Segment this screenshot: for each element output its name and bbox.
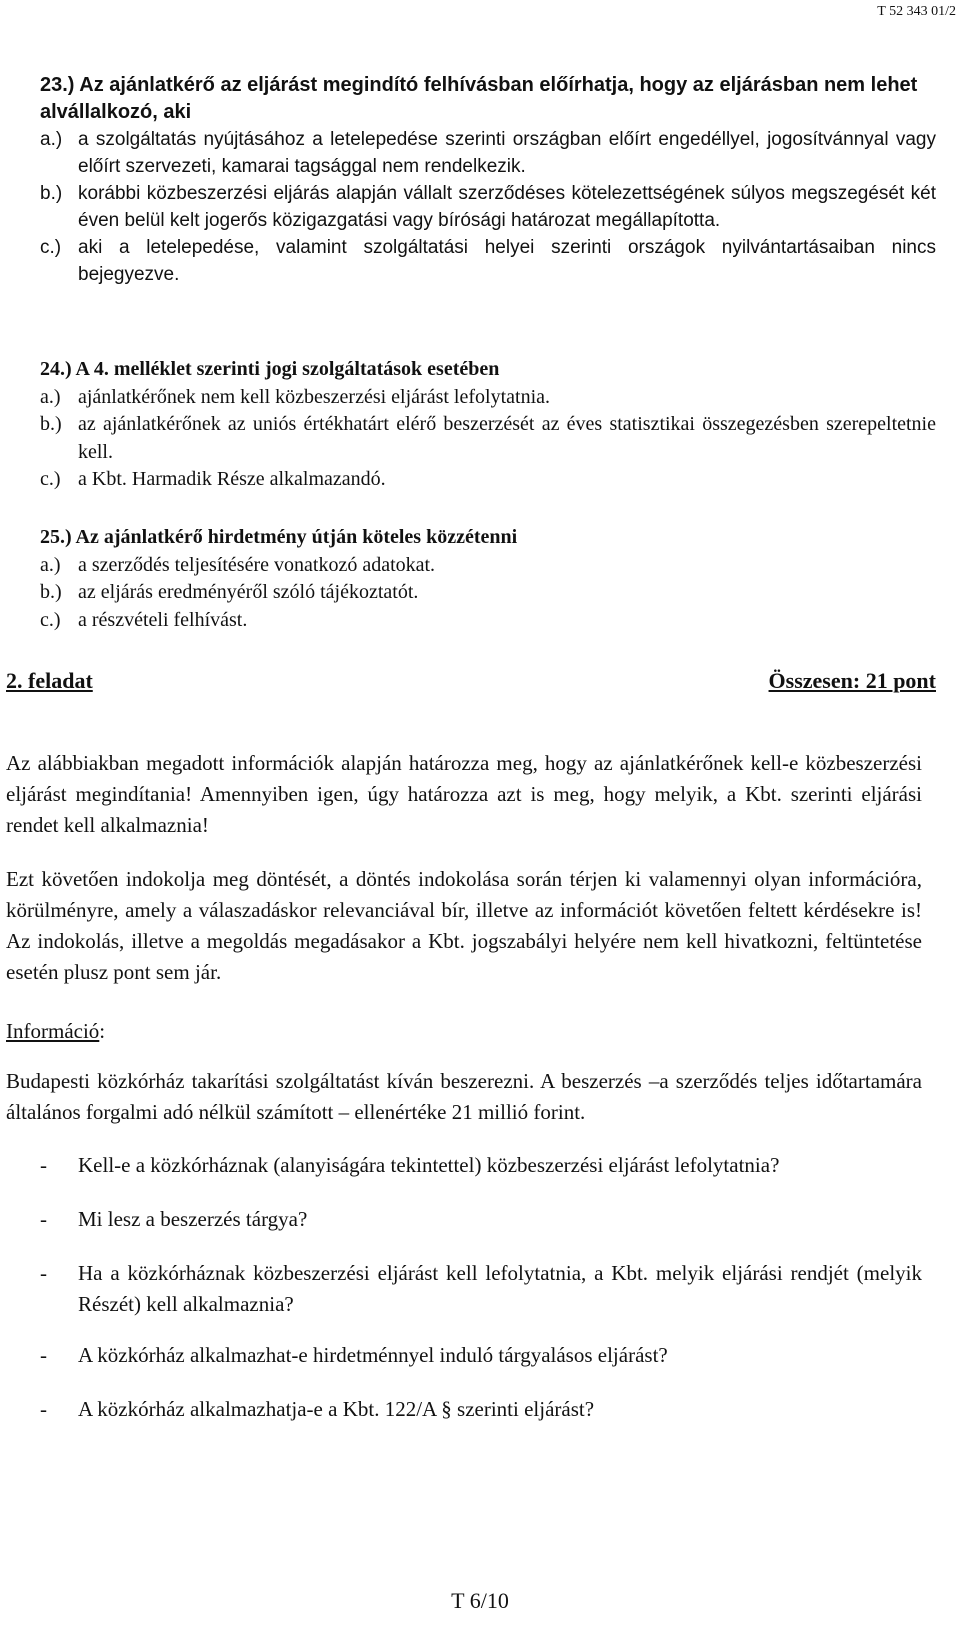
- option-label: b.): [40, 581, 62, 603]
- list-item: [6, 1150, 922, 1181]
- option-label: c.): [40, 237, 62, 258]
- option-label: b.): [40, 413, 62, 435]
- dash-bullet: -: [40, 1153, 47, 1177]
- question-23-option-c: [40, 234, 936, 288]
- question-23-option-a: [40, 126, 936, 180]
- question-25: [40, 524, 936, 634]
- option-label: a.): [40, 553, 61, 576]
- option-text: az ajánlatkérőnek az uniós értékhatárt elérő beszerzését az éves statisztikai összegezésben szerepeltetnie kell.: [78, 413, 936, 463]
- question-23-option-b: [40, 180, 936, 234]
- option-label: a.): [40, 385, 61, 408]
- document-code: T 52 343 01/2: [877, 4, 956, 19]
- question-25-option-b: [40, 579, 936, 607]
- page-number: T 6/10: [451, 1588, 509, 1613]
- option-text: aki a letelepedése, valamint szolgáltatási helyei szerinti országok nyilvántartásaiban nincs bejegyezve.: [78, 237, 936, 285]
- task-total-points: Összesen: 21 pont: [768, 668, 936, 693]
- question-text: A közkórház alkalmazhatja-e a Kbt. 122/A § szerinti eljárást?: [78, 1397, 595, 1421]
- task-instructions: Ezt követően indokolja meg döntését, a döntés indokolása során térjen ki valamennyi olyan információra, körülményre, amely a válaszadáskor relevanciával bír, illetve az információt követően feltett kérdésekre is! Az indokolás, illetve a megoldás megadásakor a Kbt. jogszabályi helyére nem kell hivatkozni, feltüntetése esetén plusz pont sem jár.: [6, 867, 922, 984]
- question-23: [40, 72, 936, 288]
- info-colon: :: [99, 1019, 106, 1043]
- question-text: A közkórház alkalmazhat-e hirdetménnyel induló tárgyalásos eljárást?: [78, 1343, 668, 1367]
- task-title: 2. feladat: [6, 668, 93, 693]
- task-header: [6, 668, 936, 694]
- question-24-option-a: [40, 384, 936, 412]
- question-25-option-c: [40, 607, 936, 635]
- info-heading: [6, 1016, 922, 1047]
- list-item: [6, 1394, 922, 1425]
- option-label: b.): [40, 183, 63, 204]
- dash-bullet: -: [40, 1343, 47, 1367]
- option-label: c.): [40, 608, 61, 631]
- list-item: [6, 1258, 922, 1320]
- question-24: [40, 356, 936, 494]
- question-23-title: 23.) Az ajánlatkérő az eljárást megindító felhívásban előírhatja, hogy az eljárásban nem lehet alvállalkozó, aki: [40, 74, 918, 123]
- question-24-title: 24.) A 4. melléklet szerinti jogi szolgáltatások esetében: [40, 358, 500, 380]
- option-text: korábbi közbeszerzési eljárás alapján vállalt szerződéses kötelezettségének súlyos megszegését két éven belül kelt jogerős közigazgatási vagy bírósági határozat megállapította.: [78, 183, 936, 231]
- question-24-option-c: [40, 466, 936, 494]
- option-text: ajánlatkérőnek nem kell közbeszerzési eljárást lefolytatnia.: [78, 385, 551, 408]
- list-item: [6, 1340, 922, 1371]
- option-label: c.): [40, 468, 61, 490]
- question-25-option-a: [40, 552, 936, 580]
- option-text: a részvételi felhívást.: [78, 608, 248, 631]
- list-item: [6, 1204, 922, 1235]
- option-label: a.): [40, 129, 63, 150]
- info-label: Információ: [6, 1019, 100, 1043]
- task-intro: Az alábbiakban megadott információk alapján határozza meg, hogy az ajánlatkérőnek kell-e közbeszerzési eljárást megindítania! Amennyiben igen, úgy határozza azt is meg, hogy melyik, a Kbt. szerinti eljárási rendet kell alkalmaznia!: [6, 751, 922, 837]
- dash-bullet: -: [40, 1261, 47, 1285]
- info-text: Budapesti közkórház takarítási szolgáltatást kíván beszerezni. A beszerzés –a szerződés teljes időtartamára általános forgalmi adó nélkül számított – ellenértéke 21 millió forint.: [6, 1069, 922, 1124]
- question-24-option-b: [40, 411, 936, 466]
- question-25-title: 25.) Az ajánlatkérő hirdetmény útján köteles közzétenni: [40, 526, 518, 548]
- dash-bullet: -: [40, 1207, 47, 1231]
- option-text: a Kbt. Harmadik Része alkalmazandó.: [78, 468, 386, 490]
- question-text: Mi lesz a beszerzés tárgya?: [78, 1207, 308, 1231]
- option-text: a szolgáltatás nyújtásához a letelepedése szerinti országban előírt engedéllyel, jogosítvánnyal vagy előírt szervezeti, kamarai tagsággal nem rendelkezik.: [78, 129, 936, 177]
- dash-bullet: -: [40, 1397, 47, 1421]
- option-text: a szerződés teljesítésére vonatkozó adatokat.: [78, 553, 436, 576]
- question-text: Kell-e a közkórháznak (alanyiságára tekintettel) közbeszerzési eljárást lefolytatnia?: [78, 1153, 780, 1177]
- question-text: Ha a közkórháznak közbeszerzési eljárást kell lefolytatnia, a Kbt. melyik eljárási rendjét (melyik Részét) kell alkalmaznia?: [78, 1261, 922, 1316]
- option-text: az eljárás eredményéről szóló tájékoztatót.: [78, 581, 419, 603]
